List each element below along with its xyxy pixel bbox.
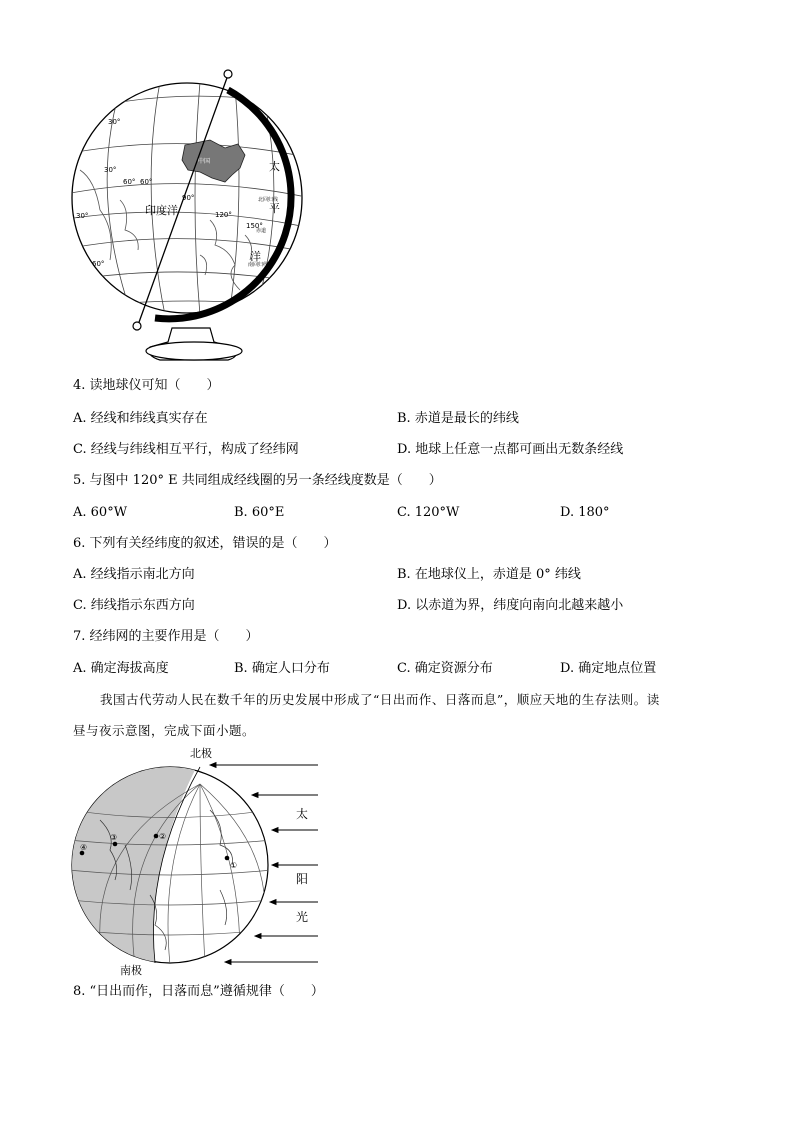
- q6-option-b[interactable]: B. 在地球仪上，赤道是 0° 纬线: [397, 567, 581, 582]
- q5-option-b[interactable]: B. 60°E: [234, 505, 285, 520]
- q6-option-d[interactable]: D. 以赤道为界，纬度向南向北越来越小: [397, 598, 624, 613]
- question-8-stem: 8. “日出而作，日落而息”遵循规律（ ）: [73, 984, 324, 999]
- q7-option-c[interactable]: C. 确定资源分布: [397, 661, 493, 676]
- lat-label-1: 30°: [108, 118, 121, 126]
- q5-option-c[interactable]: C. 120°W: [397, 505, 460, 520]
- q4-option-b[interactable]: B. 赤道是最长的纬线: [397, 411, 519, 426]
- south-pole-label: 南极: [120, 964, 142, 977]
- q5-option-d[interactable]: D. 180°: [560, 505, 610, 520]
- question-4-stem: 4. 读地球仪可知（ ）: [73, 378, 220, 393]
- china-label: 中国: [198, 158, 211, 165]
- lon-label-4: 150°: [246, 222, 263, 230]
- pacific-char-3: 洋: [250, 250, 261, 263]
- globe-figure: [60, 60, 320, 370]
- sunlight-char-2: 阳: [296, 872, 309, 886]
- passage-line-2: 昼与夜示意图，完成下面小题。: [73, 723, 256, 738]
- sunlight-char-3: 光: [296, 910, 309, 924]
- point-3-label: ③: [110, 833, 118, 842]
- point-4-label: ④: [80, 843, 88, 852]
- lon-label-1: 60°: [123, 178, 136, 186]
- question-5-stem: 5. 与图中 120° E 共同组成经线圈的另一条经线度数是（ ）: [73, 473, 442, 488]
- lat-label-2: 30°: [104, 166, 117, 174]
- passage-line-1: 我国古代劳动人民在数千年的历史发展中形成了“日出而作、日落而息”，顺应天地的生存法则。读: [100, 692, 660, 707]
- lat-label-3: 60°: [140, 178, 153, 186]
- q7-option-b[interactable]: B. 确定人口分布: [234, 661, 330, 676]
- lat-label-5: 60°: [92, 260, 105, 268]
- lon-label-3: 120°: [215, 211, 232, 219]
- indian-ocean-label: 印度洋: [145, 204, 178, 217]
- sunlight-char-1: 太: [296, 807, 309, 821]
- q4-option-d[interactable]: D. 地球上任意一点都可画出无数条经线: [397, 442, 624, 457]
- pacific-char-1: 太: [269, 160, 280, 173]
- q5-option-a[interactable]: A. 60°W: [73, 505, 128, 520]
- q4-option-c[interactable]: C. 经线与纬线相互平行，构成了经纬网: [73, 442, 299, 457]
- q7-option-d[interactable]: D. 确定地点位置: [560, 661, 657, 676]
- q6-option-a[interactable]: A. 经线指示南北方向: [73, 567, 195, 582]
- q7-option-a[interactable]: A. 确定海拔高度: [73, 661, 169, 676]
- lat-label-4: 30°: [76, 212, 89, 220]
- question-6-stem: 6. 下列有关经纬度的叙述，错误的是（ ）: [73, 536, 337, 551]
- q6-option-c[interactable]: C. 纬线指示东西方向: [73, 598, 195, 613]
- north-pole-label: 北极: [190, 747, 212, 760]
- day-night-figure: [60, 740, 330, 980]
- tropic-s-label: 南回归线: [248, 262, 269, 268]
- pacific-char-2: 平: [269, 202, 280, 215]
- q4-option-a[interactable]: A. 经线和纬线真实存在: [73, 411, 208, 426]
- question-7-stem: 7. 经纬网的主要作用是（ ）: [73, 629, 259, 644]
- lon-label-2: 90°: [182, 194, 195, 202]
- equator-label: 赤道: [256, 228, 267, 234]
- point-1-label: ①: [230, 861, 238, 870]
- tropic-n-label: 北回归线: [258, 197, 279, 203]
- point-2-label: ②: [159, 832, 167, 841]
